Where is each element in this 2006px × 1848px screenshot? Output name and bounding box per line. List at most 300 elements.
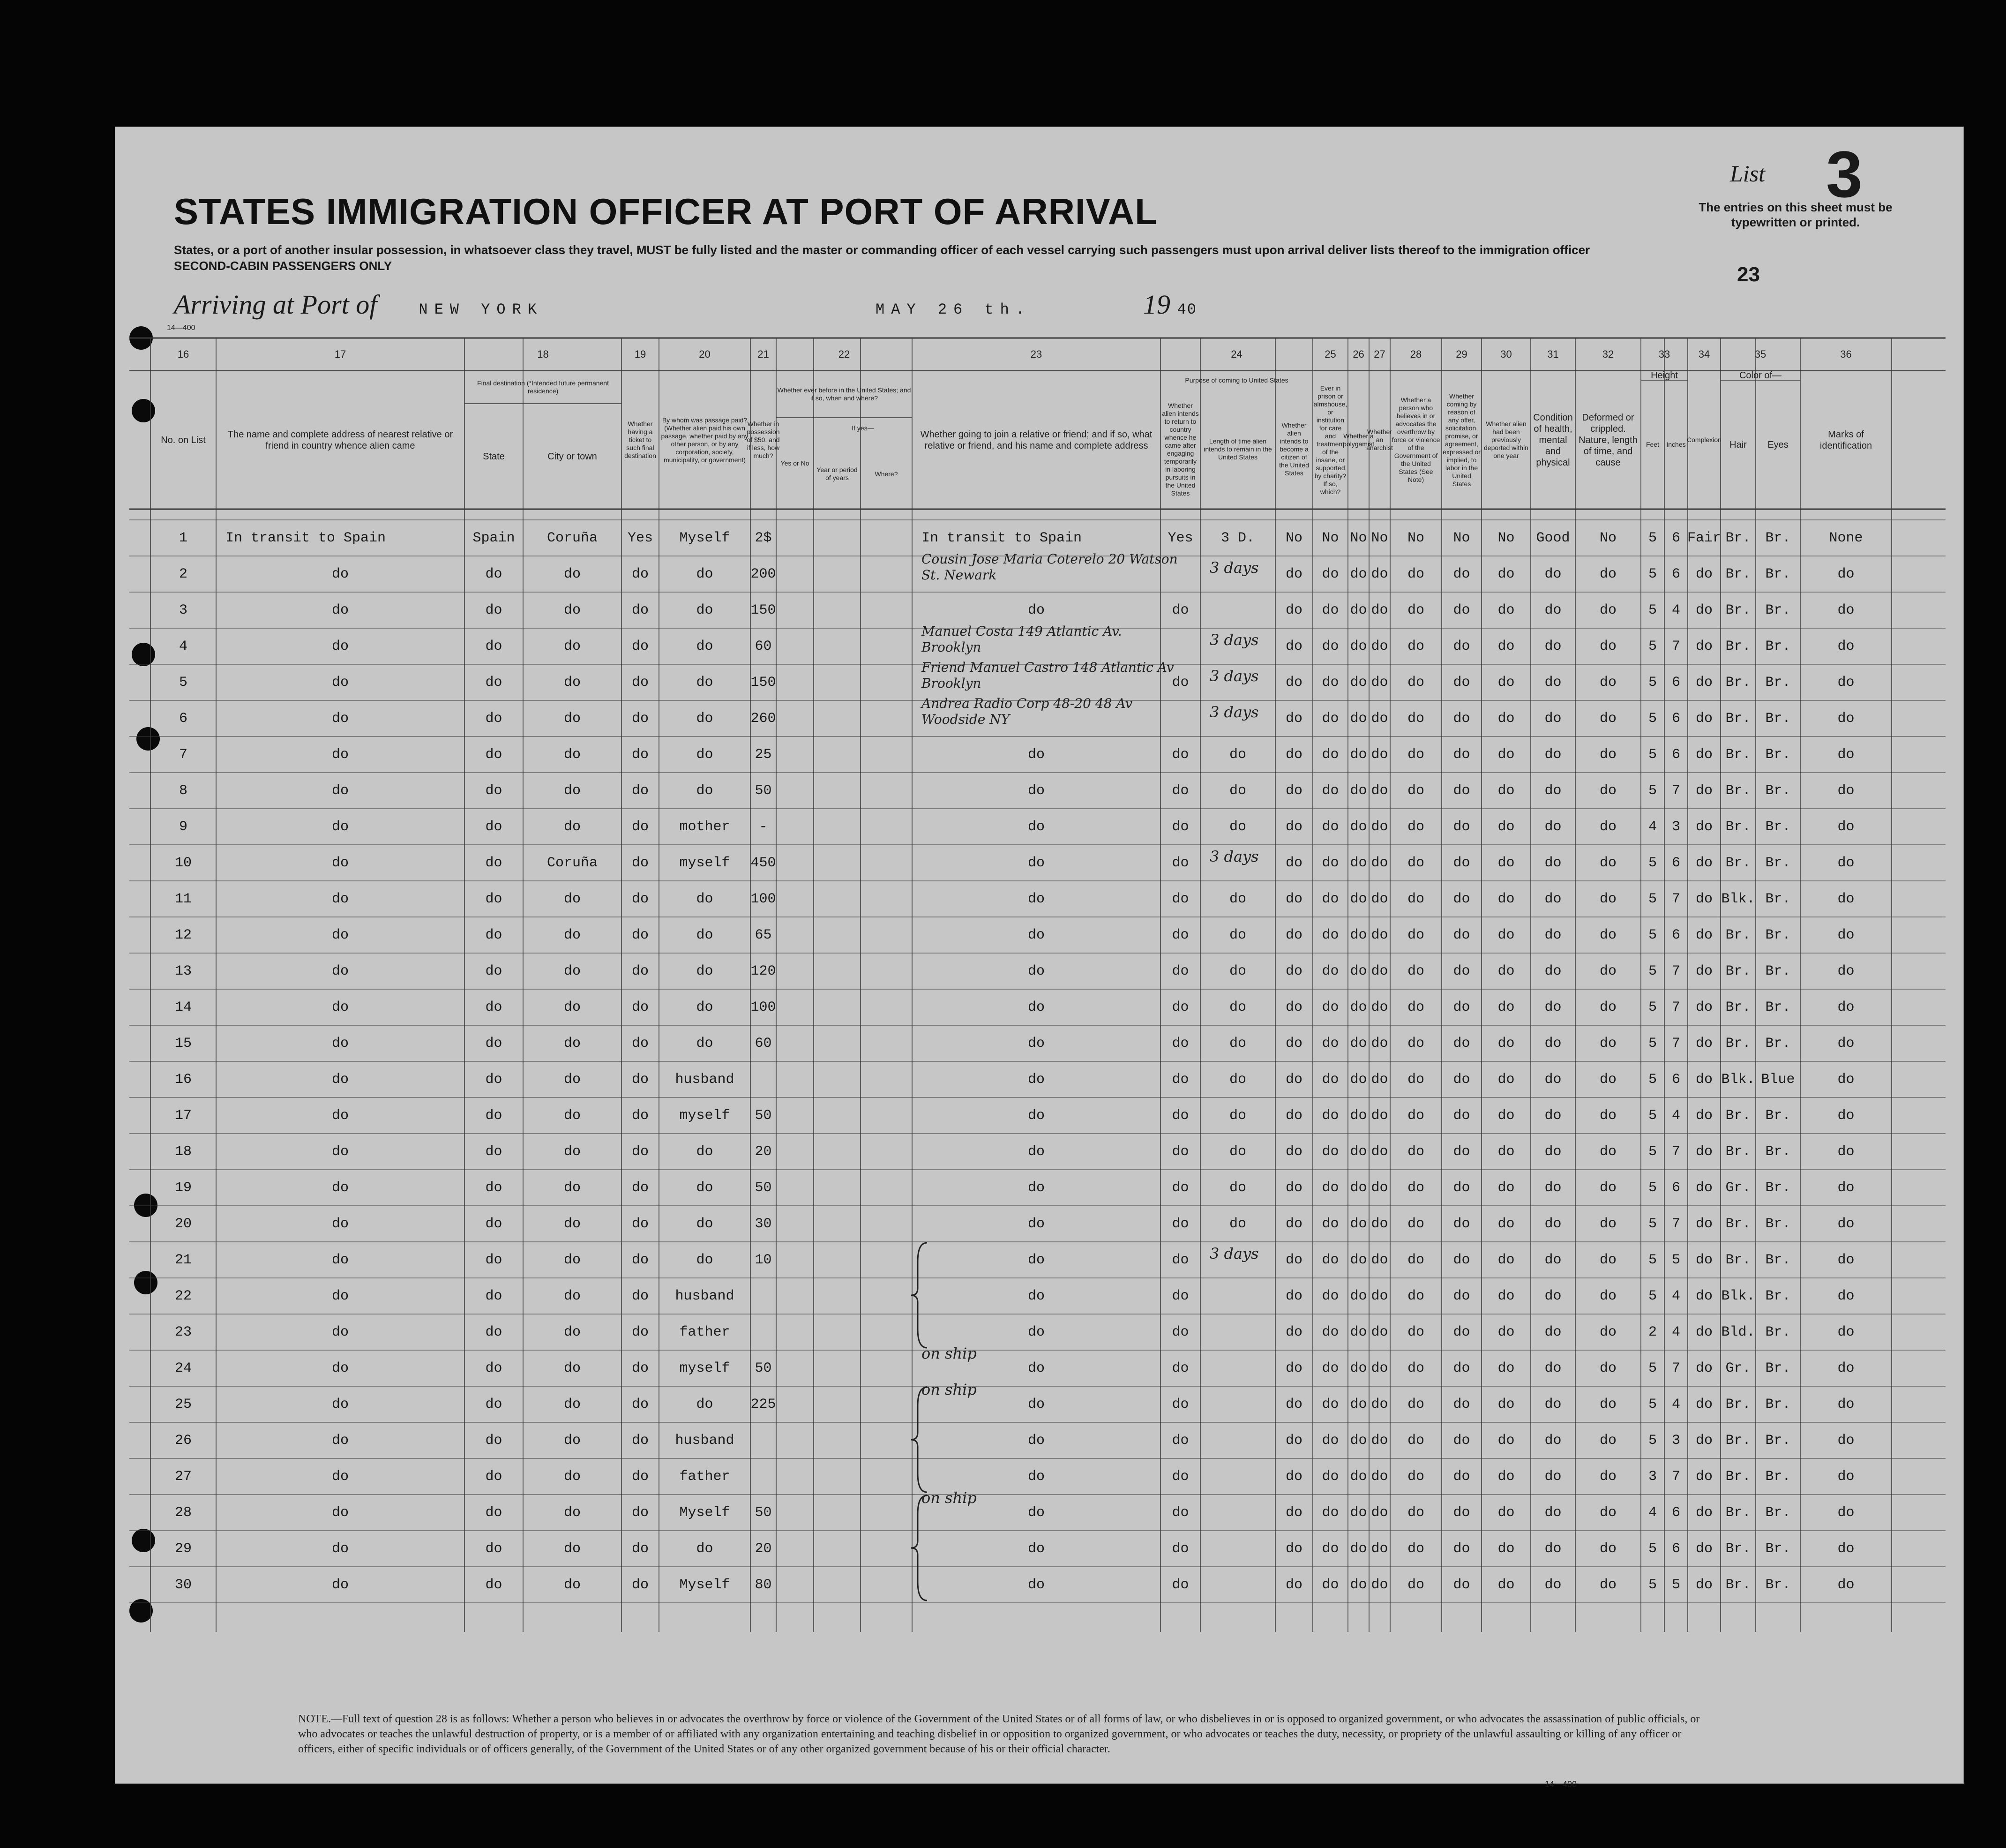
- cell-len: [1200, 1495, 1275, 1531]
- cell-q29: do: [1453, 1288, 1470, 1304]
- cell-comp: do: [1695, 819, 1713, 835]
- header-health: Condition of health, mental and physical: [1533, 412, 1573, 468]
- cell-deform: do: [1599, 1216, 1617, 1232]
- cell-relative: do: [331, 1360, 349, 1376]
- cell-in: 7: [1671, 1143, 1680, 1160]
- manifest-sheet: [115, 127, 1964, 1789]
- cell-len: [1200, 592, 1275, 628]
- cell-q30: do: [1497, 1071, 1515, 1088]
- cell-q30: do: [1497, 855, 1515, 871]
- cell-no: 20: [174, 1216, 192, 1232]
- cell-ret: do: [1172, 1324, 1189, 1340]
- cell-q30: do: [1497, 1432, 1515, 1449]
- cell-ticket: do: [631, 855, 649, 871]
- cell-relative: do: [331, 1252, 349, 1268]
- header-anarchist: Whether an anarchist: [1366, 428, 1393, 451]
- cell-len: do: [1229, 1071, 1246, 1088]
- cell-prison: do: [1322, 1179, 1339, 1196]
- cell-ft: 4: [1648, 819, 1657, 835]
- cell-state: do: [485, 1577, 502, 1593]
- column-number: 20: [699, 348, 711, 360]
- cell-health: do: [1544, 1468, 1562, 1485]
- cell-hair: Br.: [1725, 782, 1751, 799]
- cell-city: do: [563, 1432, 581, 1449]
- cell-in: 3: [1671, 1432, 1680, 1449]
- cell-eyes: Br.: [1765, 999, 1791, 1015]
- page-title: STATES IMMIGRATION OFFICER AT PORT OF ARRIVAL: [174, 191, 1158, 232]
- cell-ft: 5: [1648, 1179, 1657, 1196]
- cell-relative: In transit to Spain: [225, 530, 386, 546]
- cell-money: 150: [750, 674, 776, 691]
- column-number: 33: [1658, 348, 1670, 360]
- cell-no: 7: [179, 746, 187, 763]
- column-number: 16: [177, 348, 189, 360]
- cell-deform: do: [1599, 1143, 1617, 1160]
- cell-q30: do: [1497, 1468, 1515, 1485]
- column-number: 21: [757, 348, 769, 360]
- cell-relative: do: [331, 566, 349, 582]
- cell-cit: do: [1285, 1504, 1302, 1521]
- cell-ticket: do: [631, 927, 649, 943]
- cell-anar: do: [1371, 602, 1388, 618]
- cell-deform: do: [1599, 999, 1617, 1015]
- cell-eyes: Br.: [1765, 674, 1791, 691]
- cell-eyes: Br.: [1765, 927, 1791, 943]
- cell-state: do: [485, 1288, 502, 1304]
- cell-money: [750, 1422, 776, 1458]
- cell-q28: do: [1407, 674, 1424, 691]
- cell-hair: Br.: [1725, 566, 1751, 582]
- cell-q29: do: [1453, 1216, 1470, 1232]
- cell-q28: do: [1407, 999, 1424, 1015]
- cell-no: 26: [174, 1432, 192, 1449]
- cell-eyes: Br.: [1765, 746, 1791, 763]
- cell-city: do: [563, 1324, 581, 1340]
- cell-cit: do: [1285, 674, 1302, 691]
- cell-cit: do: [1285, 638, 1302, 654]
- cell-anar: do: [1371, 855, 1388, 871]
- cell-relative: do: [331, 1468, 349, 1485]
- cell-ticket: do: [631, 1577, 649, 1593]
- cell-hair: Br.: [1725, 999, 1751, 1015]
- cell-relative: do: [331, 963, 349, 979]
- cell-q29: do: [1453, 746, 1470, 763]
- cell-city: do: [563, 1252, 581, 1268]
- cell-relative: do: [331, 638, 349, 654]
- cell-hair: Br.: [1725, 1396, 1751, 1412]
- cell-state: do: [485, 1107, 502, 1124]
- list-label: List: [1730, 160, 1766, 187]
- cell-ft: 5: [1648, 1360, 1657, 1376]
- cell-in: 4: [1671, 1324, 1680, 1340]
- cell-marks: do: [1837, 746, 1855, 763]
- cell-eyes: Br.: [1765, 1216, 1791, 1232]
- cell-cit: do: [1285, 855, 1302, 871]
- cell-q30: do: [1497, 819, 1515, 835]
- handwritten-note: Manuel Costa 149 Atlantic Av. Brooklyn: [921, 624, 1122, 655]
- cell-city: do: [563, 1360, 581, 1376]
- cell-deform: do: [1599, 602, 1617, 618]
- cell-join: do: [1027, 963, 1045, 979]
- cell-paid: do: [696, 1179, 713, 1196]
- cell-q29: do: [1453, 674, 1470, 691]
- column-number: 29: [1456, 348, 1467, 360]
- cell-health: do: [1544, 1252, 1562, 1268]
- cell-no: 19: [174, 1179, 192, 1196]
- cell-ft: 5: [1648, 638, 1657, 654]
- cell-money: 60: [755, 638, 772, 654]
- cell-q28: do: [1407, 1071, 1424, 1088]
- cell-no: 29: [174, 1540, 192, 1557]
- cell-cit: do: [1285, 891, 1302, 907]
- cell-no: 9: [179, 819, 187, 835]
- cell-len: do: [1229, 782, 1246, 799]
- cell-join: do: [1027, 1107, 1045, 1124]
- cell-anar: do: [1371, 891, 1388, 907]
- cell-no: 13: [174, 963, 192, 979]
- cell-cit: do: [1285, 819, 1302, 835]
- cell-poly: do: [1350, 1071, 1367, 1088]
- cell-ft: 5: [1648, 746, 1657, 763]
- cell-ret: do: [1172, 1216, 1189, 1232]
- cell-marks: do: [1837, 1360, 1855, 1376]
- cell-marks: do: [1837, 1288, 1855, 1304]
- cell-state: do: [485, 1143, 502, 1160]
- cell-money: [750, 1314, 776, 1350]
- cell-comp: do: [1695, 855, 1713, 871]
- cell-anar: do: [1371, 1143, 1388, 1160]
- cell-anar: do: [1371, 1107, 1388, 1124]
- cell-city: do: [563, 999, 581, 1015]
- cell-anar: do: [1371, 566, 1388, 582]
- column-number: 30: [1500, 348, 1512, 360]
- cell-paid: myself: [679, 855, 730, 871]
- cell-cit: do: [1285, 566, 1302, 582]
- cell-ft: 5: [1648, 963, 1657, 979]
- cell-q28: do: [1407, 1107, 1424, 1124]
- cell-marks: do: [1837, 1324, 1855, 1340]
- header-join-relative: Whether going to join a relative or friend; and if so, what relative or friend, and his name and complete address: [920, 429, 1153, 451]
- header-city: City or town: [547, 451, 597, 462]
- column-number: 24: [1231, 348, 1243, 360]
- cell-poly: do: [1350, 855, 1367, 871]
- cell-city: do: [563, 1540, 581, 1557]
- cell-len: [1200, 1458, 1275, 1495]
- cell-hair: Br.: [1725, 1143, 1751, 1160]
- cell-money: 260: [750, 710, 776, 727]
- cell-q29: No: [1453, 530, 1470, 546]
- cell-state: do: [485, 602, 502, 618]
- cell-state: do: [485, 999, 502, 1015]
- cell-q29: do: [1453, 1468, 1470, 1485]
- cell-prison: do: [1322, 1288, 1339, 1304]
- cell-poly: do: [1350, 1216, 1367, 1232]
- cell-q29: do: [1453, 1577, 1470, 1593]
- cell-money: 50: [755, 782, 772, 799]
- page-number: 23: [1737, 263, 1760, 286]
- cell-ft: 5: [1648, 674, 1657, 691]
- cell-q28: do: [1407, 1035, 1424, 1052]
- cell-paid: do: [696, 927, 713, 943]
- cell-deform: do: [1599, 1252, 1617, 1268]
- cell-q29: do: [1453, 963, 1470, 979]
- cell-cit: do: [1285, 1432, 1302, 1449]
- cell-q28: do: [1407, 1216, 1424, 1232]
- cell-prison: do: [1322, 638, 1339, 654]
- cell-q30: do: [1497, 746, 1515, 763]
- cell-anar: do: [1371, 999, 1388, 1015]
- cell-prison: do: [1322, 710, 1339, 727]
- cell-no: 6: [179, 710, 187, 727]
- cell-paid: do: [696, 1252, 713, 1268]
- cell-relative: do: [331, 1071, 349, 1088]
- header-marks: Marks of identification: [1819, 429, 1872, 451]
- cell-deform: do: [1599, 566, 1617, 582]
- cell-ticket: do: [631, 1252, 649, 1268]
- cell-city: do: [563, 710, 581, 727]
- cell-q29: do: [1453, 602, 1470, 618]
- cell-relative: do: [331, 1035, 349, 1052]
- cell-ft: 5: [1648, 1288, 1657, 1304]
- header-complexion: Complexion: [1687, 436, 1722, 443]
- cell-prison: do: [1322, 999, 1339, 1015]
- handwritten-note: 3 days: [1210, 1245, 1259, 1262]
- cell-deform: do: [1599, 1035, 1617, 1052]
- cell-cit: do: [1285, 1577, 1302, 1593]
- cell-deform: do: [1599, 1179, 1617, 1196]
- cell-eyes: Br.: [1765, 891, 1791, 907]
- cell-ret: do: [1172, 1504, 1189, 1521]
- cell-relative: do: [331, 1216, 349, 1232]
- cell-q28: do: [1407, 1577, 1424, 1593]
- cell-state: do: [485, 963, 502, 979]
- cell-q28: do: [1407, 1396, 1424, 1412]
- cell-marks: do: [1837, 674, 1855, 691]
- cell-relative: do: [331, 1396, 349, 1412]
- cell-poly: do: [1350, 710, 1367, 727]
- cell-cit: do: [1285, 782, 1302, 799]
- cell-hair: Br.: [1725, 927, 1751, 943]
- cell-poly: do: [1350, 891, 1367, 907]
- cell-ticket: do: [631, 746, 649, 763]
- cell-money: 50: [755, 1360, 772, 1376]
- cell-poly: do: [1350, 602, 1367, 618]
- column-number: 35: [1754, 348, 1766, 360]
- cell-len: [1200, 1314, 1275, 1350]
- cell-ret: do: [1172, 1396, 1189, 1412]
- cell-eyes: Br.: [1765, 1432, 1791, 1449]
- cell-anar: do: [1371, 638, 1388, 654]
- header-eyes: Eyes: [1767, 439, 1789, 450]
- cell-prison: do: [1322, 927, 1339, 943]
- cell-no: 23: [174, 1324, 192, 1340]
- cell-health: do: [1544, 1035, 1562, 1052]
- cell-q29: do: [1453, 1540, 1470, 1557]
- cell-ticket: do: [631, 1288, 649, 1304]
- cell-join: do: [1027, 1288, 1045, 1304]
- cell-anar: do: [1371, 1360, 1388, 1376]
- cell-hair: Gr.: [1725, 1179, 1751, 1196]
- cell-paid: husband: [675, 1432, 734, 1449]
- cell-deform: do: [1599, 1504, 1617, 1521]
- arriving-label: Arriving at Port of: [174, 289, 377, 320]
- cell-prison: do: [1322, 1540, 1339, 1557]
- column-number: 17: [334, 348, 346, 360]
- cell-eyes: Br.: [1765, 1252, 1791, 1268]
- cell-paid: do: [696, 1216, 713, 1232]
- cell-health: do: [1544, 602, 1562, 618]
- cell-marks: do: [1837, 1577, 1855, 1593]
- cell-in: 7: [1671, 963, 1680, 979]
- cell-q30: do: [1497, 1324, 1515, 1340]
- cell-q30: do: [1497, 1577, 1515, 1593]
- cell-eyes: Br.: [1765, 1179, 1791, 1196]
- cell-q29: do: [1453, 1504, 1470, 1521]
- cell-paid: husband: [675, 1071, 734, 1088]
- cell-money: 65: [755, 927, 772, 943]
- cell-state: do: [485, 1468, 502, 1485]
- cell-money: 50: [755, 1179, 772, 1196]
- header-years: Year or period of years: [816, 466, 858, 481]
- cell-relative: do: [331, 1432, 349, 1449]
- cell-deform: do: [1599, 1107, 1617, 1124]
- cell-paid: husband: [675, 1288, 734, 1304]
- handwritten-note: Cousin Jose Maria Coterelo 20 Watson St. Newark: [921, 551, 1178, 583]
- cell-hair: Br.: [1725, 1252, 1751, 1268]
- cell-paid: do: [696, 1035, 713, 1052]
- cell-poly: No: [1350, 530, 1367, 546]
- cell-eyes: Br.: [1765, 566, 1791, 582]
- cell-q28: do: [1407, 891, 1424, 907]
- cell-city: do: [563, 746, 581, 763]
- cell-ret: do: [1172, 1577, 1189, 1593]
- cell-ticket: do: [631, 999, 649, 1015]
- cell-cit: do: [1285, 1396, 1302, 1412]
- cell-anar: do: [1371, 1432, 1388, 1449]
- cell-relative: do: [331, 1504, 349, 1521]
- cell-ret: do: [1172, 1107, 1189, 1124]
- cell-money: 100: [750, 999, 776, 1015]
- cell-health: do: [1544, 638, 1562, 654]
- cell-in: 6: [1671, 530, 1680, 546]
- cell-q29: do: [1453, 855, 1470, 871]
- cell-money: 50: [755, 1504, 772, 1521]
- cell-money: -: [759, 819, 768, 835]
- cell-ft: 5: [1648, 1577, 1657, 1593]
- cell-len: [1200, 1386, 1275, 1422]
- cell-prison: do: [1322, 891, 1339, 907]
- cell-state: do: [485, 1360, 502, 1376]
- cell-paid: do: [696, 710, 713, 727]
- cell-ticket: do: [631, 674, 649, 691]
- cell-city: do: [563, 602, 581, 618]
- cell-q28: do: [1407, 782, 1424, 799]
- cell-deform: do: [1599, 1432, 1617, 1449]
- cell-health: do: [1544, 1577, 1562, 1593]
- cell-hair: Br.: [1725, 1216, 1751, 1232]
- cell-q30: do: [1497, 963, 1515, 979]
- cell-ticket: do: [631, 1324, 649, 1340]
- cell-city: Coruña: [546, 855, 598, 871]
- cell-poly: do: [1350, 1540, 1367, 1557]
- cell-state: do: [485, 638, 502, 654]
- cell-len: do: [1229, 1179, 1246, 1196]
- cell-no: 8: [179, 782, 187, 799]
- cell-state: do: [485, 855, 502, 871]
- cell-in: 6: [1671, 927, 1680, 943]
- cell-state: do: [485, 1540, 502, 1557]
- cell-paid: father: [679, 1324, 730, 1340]
- cell-health: do: [1544, 1071, 1562, 1088]
- cell-health: Good: [1536, 530, 1570, 546]
- cell-health: do: [1544, 891, 1562, 907]
- cell-cit: do: [1285, 927, 1302, 943]
- cell-no: 3: [179, 602, 187, 618]
- cell-cit: do: [1285, 1468, 1302, 1485]
- cell-q28: do: [1407, 638, 1424, 654]
- cell-q28: do: [1407, 819, 1424, 835]
- cell-ret: do: [1172, 927, 1189, 943]
- cell-len: [1200, 1531, 1275, 1567]
- cell-no: 22: [174, 1288, 192, 1304]
- cell-no: 30: [174, 1577, 192, 1593]
- cell-ft: 5: [1648, 999, 1657, 1015]
- cell-poly: do: [1350, 1288, 1367, 1304]
- header-final-destination: Final destination (*Intended future permanent residence): [477, 379, 609, 395]
- cell-ret: Yes: [1168, 530, 1193, 546]
- cell-join: do: [1027, 1577, 1045, 1593]
- cell-prison: do: [1322, 963, 1339, 979]
- cell-paid: do: [696, 674, 713, 691]
- cell-money: 25: [755, 746, 772, 763]
- cell-eyes: Br.: [1765, 1143, 1791, 1160]
- cell-len: do: [1229, 1035, 1246, 1052]
- cell-in: 5: [1671, 1577, 1680, 1593]
- cell-ticket: do: [631, 1216, 649, 1232]
- cell-health: do: [1544, 819, 1562, 835]
- cell-comp: do: [1695, 927, 1713, 943]
- cell-ft: 5: [1648, 566, 1657, 582]
- cell-in: 6: [1671, 710, 1680, 727]
- cell-in: 7: [1671, 1035, 1680, 1052]
- cell-city: do: [563, 674, 581, 691]
- cell-q30: do: [1497, 1252, 1515, 1268]
- cell-cit: do: [1285, 963, 1302, 979]
- cell-poly: do: [1350, 1396, 1367, 1412]
- cell-ft: 5: [1648, 1252, 1657, 1268]
- cell-hair: Br.: [1725, 1468, 1751, 1485]
- cell-comp: do: [1695, 1216, 1713, 1232]
- cell-marks: do: [1837, 999, 1855, 1015]
- cell-paid: do: [696, 1143, 713, 1160]
- cell-relative: do: [331, 927, 349, 943]
- cell-state: do: [485, 1179, 502, 1196]
- cell-q30: do: [1497, 1107, 1515, 1124]
- cell-prison: do: [1322, 1432, 1339, 1449]
- cell-q29: do: [1453, 1432, 1470, 1449]
- cell-in: 5: [1671, 1252, 1680, 1268]
- cell-len: [1200, 1278, 1275, 1314]
- cell-q29: do: [1453, 782, 1470, 799]
- cell-q30: do: [1497, 1143, 1515, 1160]
- cell-paid: do: [696, 963, 713, 979]
- cell-cit: do: [1285, 1179, 1302, 1196]
- cell-eyes: Br.: [1765, 602, 1791, 618]
- header-nearest-relative: The name and complete address of nearest relative or friend in country whence alien came: [227, 429, 453, 451]
- cell-q28: do: [1407, 1504, 1424, 1521]
- column-number: 26: [1353, 348, 1364, 360]
- cell-health: do: [1544, 927, 1562, 943]
